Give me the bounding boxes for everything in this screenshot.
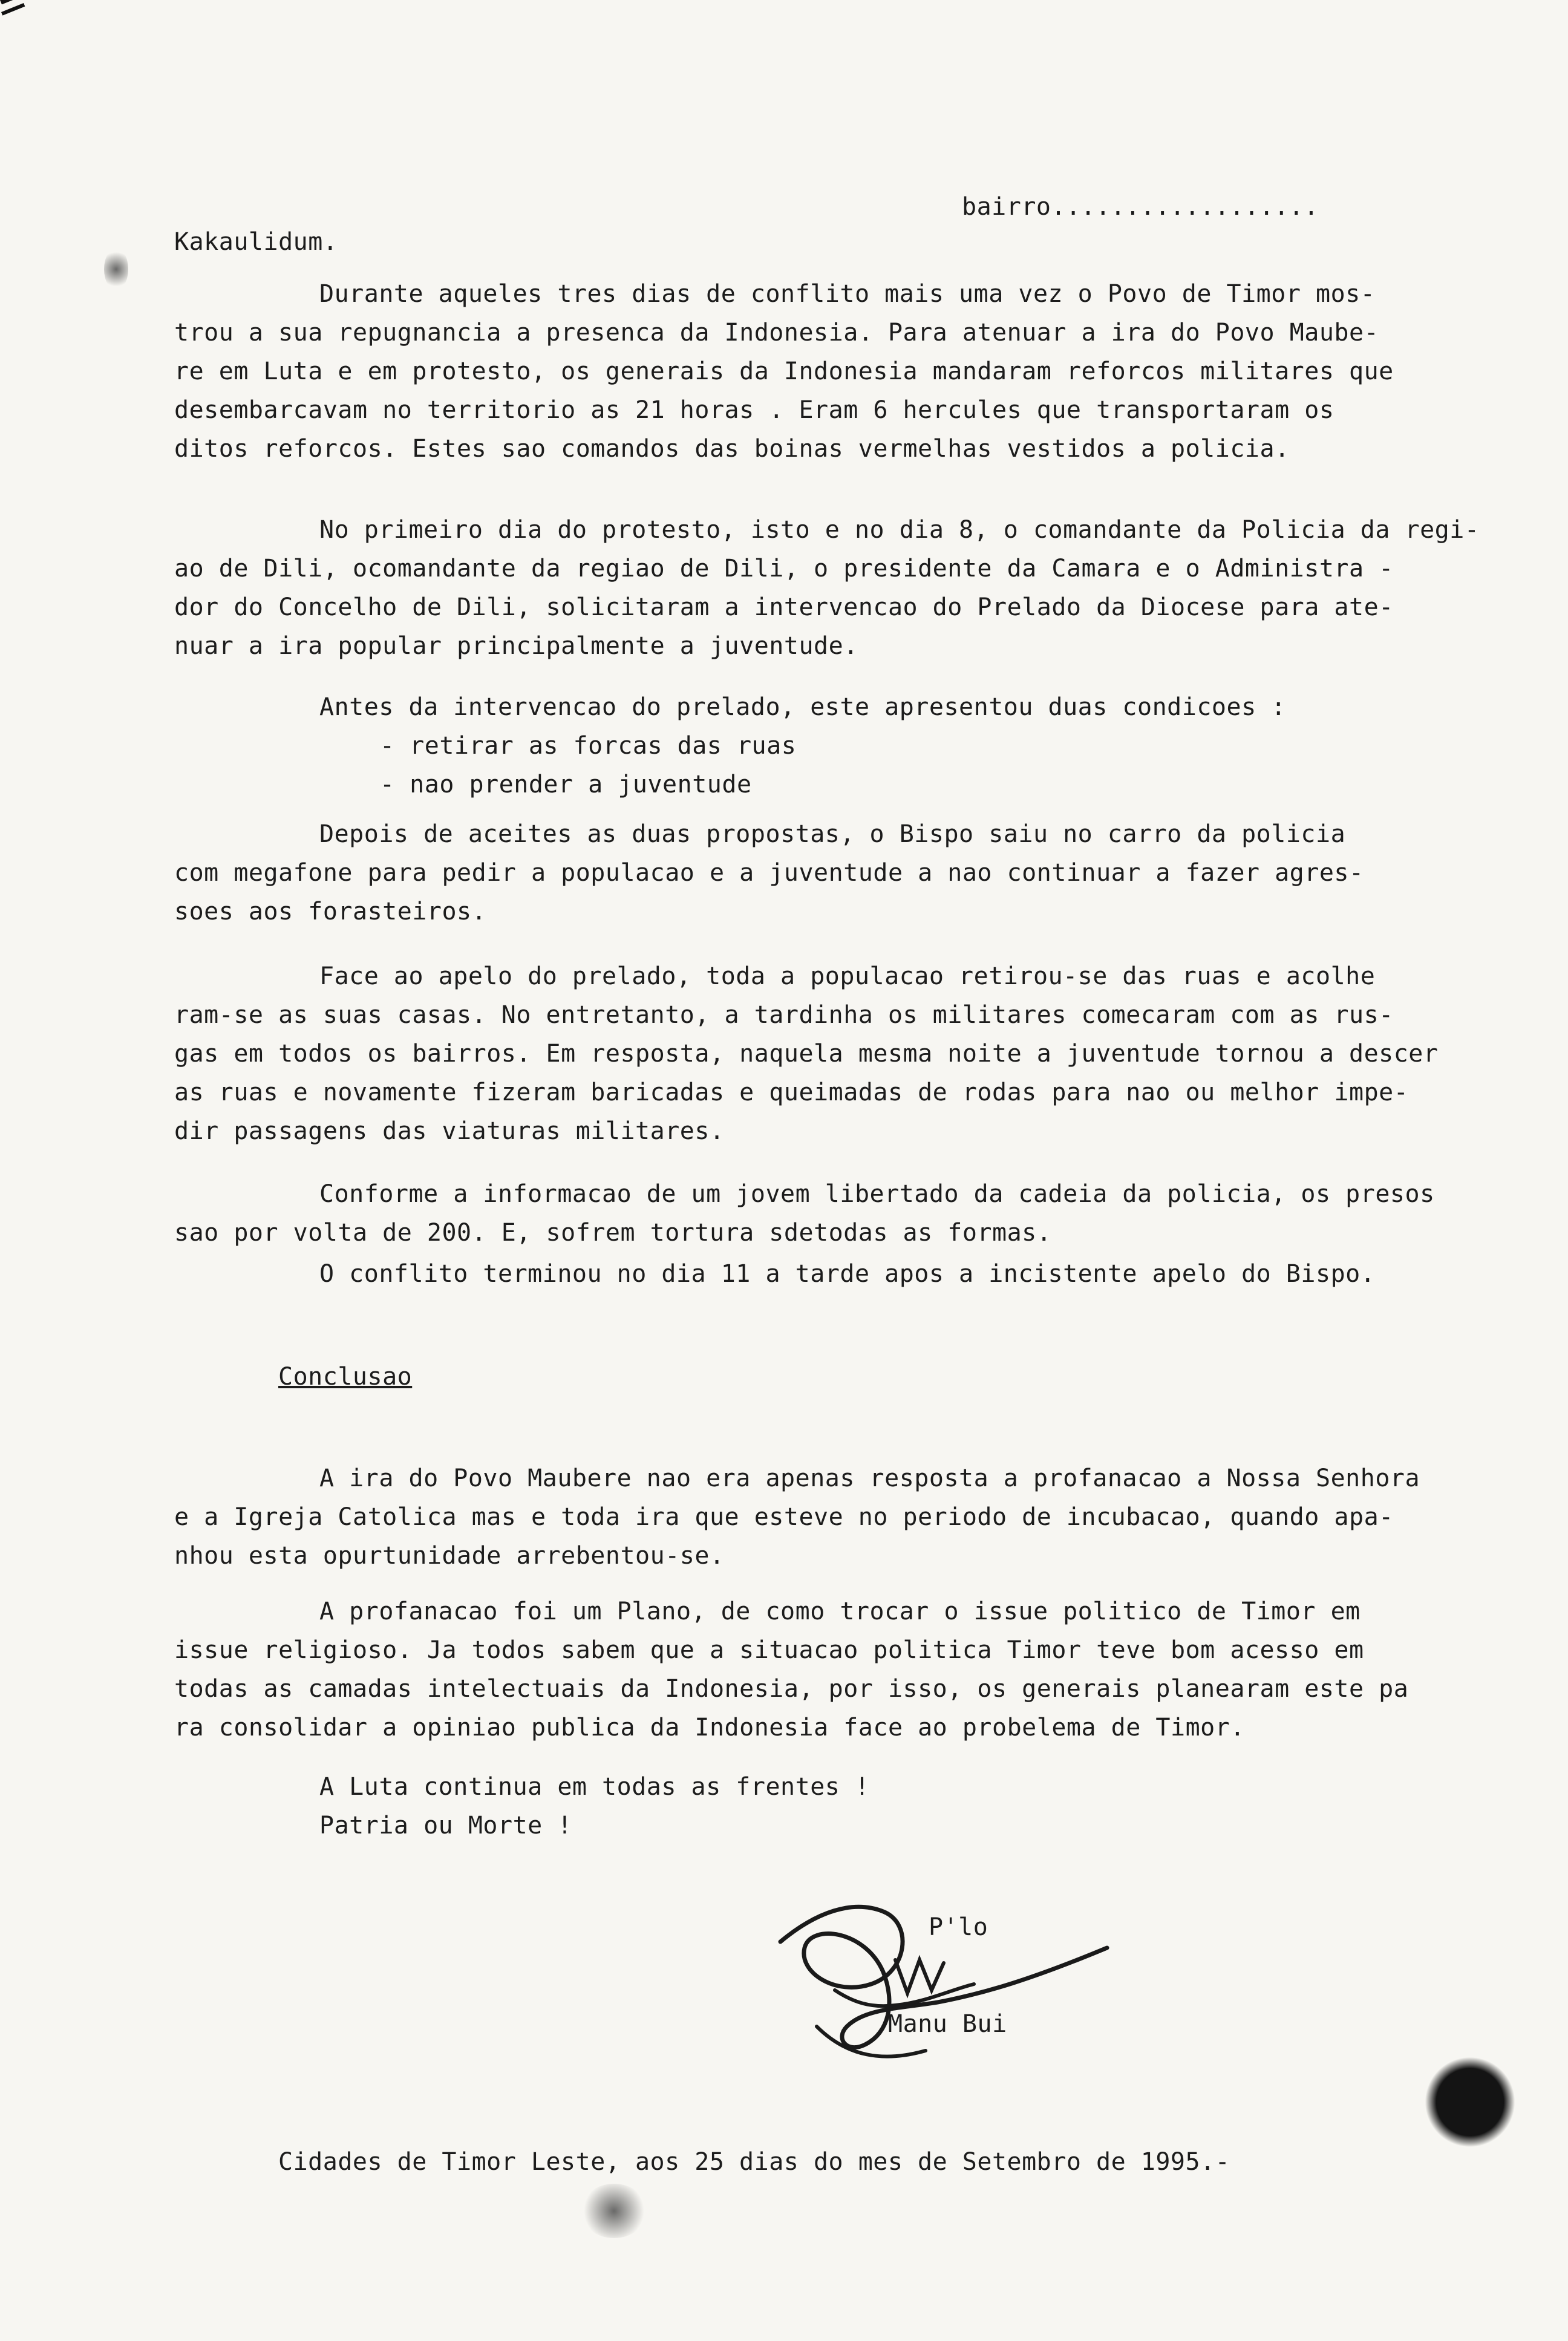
scan-corner-mark bbox=[1, 3, 25, 16]
paragraph-8 bbox=[174, 1464, 1420, 1580]
text-line: Face ao apelo do prelado, toda a populacao retirou-se das ruas e acolhe bbox=[319, 962, 1376, 990]
greeting: Kakaulidum. bbox=[174, 228, 338, 256]
paragraph-5 bbox=[174, 962, 1438, 1155]
text-line: nhou esta opurtunidade arrebentou-se. bbox=[174, 1542, 725, 1570]
section-heading: Conclusao bbox=[278, 1363, 413, 1391]
closing-line: Patria ou Morte ! bbox=[319, 1812, 572, 1840]
text-line: todas as camadas intelectuais da Indonesia, por isso, os generais planearam este pa bbox=[174, 1675, 1409, 1703]
ink-blot bbox=[1416, 2051, 1524, 2153]
text-line: dor do Concelho de Dili, solicitaram a intervencao do Prelado da Diocese para ate- bbox=[174, 593, 1394, 621]
text-line: issue religioso. Ja todos sabem que a situacao politica Timor teve bom acesso em bbox=[174, 1636, 1364, 1664]
date-line: Cidades de Timor Leste, aos 25 dias do mes de Setembro de 1995.- bbox=[278, 2148, 1230, 2176]
text-line: Durante aqueles tres dias de conflito mais uma vez o Povo de Timor mos- bbox=[319, 280, 1376, 308]
ink-blot bbox=[581, 2184, 647, 2238]
text-line: ditos reforcos. Estes sao comandos das boinas vermelhas vestidos a policia. bbox=[174, 435, 1290, 463]
closing-lines bbox=[174, 1772, 870, 1850]
paragraph-4 bbox=[174, 820, 1364, 936]
signature-name: Manu Bui bbox=[888, 2010, 1007, 2038]
text-line: Depois de aceites as duas propostas, o Bispo saiu no carro da policia bbox=[319, 820, 1346, 848]
paragraph-2 bbox=[174, 515, 1479, 670]
text-line: soes aos forasteiros. bbox=[174, 898, 487, 926]
text-line: re em Luta e em protesto, os generais da Indonesia mandaram reforcos militares que bbox=[174, 358, 1394, 385]
text-line: com megafone para pedir a populacao e a juventude a nao continuar a fazer agres- bbox=[174, 859, 1364, 887]
text-line: trou a sua repugnancia a presenca da Indonesia. Para atenuar a ira do Povo Maube- bbox=[174, 319, 1379, 347]
text-line: ao de Dili, ocomandante da regiao de Dili, o presidente da Camara e o Administra - bbox=[174, 555, 1394, 583]
ink-blot bbox=[104, 248, 128, 290]
paragraph-7 bbox=[174, 1259, 1375, 1298]
text-line: A profanacao foi um Plano, de como trocar o issue politico de Timor em bbox=[319, 1598, 1361, 1625]
paragraph-9 bbox=[174, 1597, 1408, 1752]
text-line: e a Igreja Catolica mas e toda ira que esteve no periodo de incubacao, quando apa- bbox=[174, 1503, 1394, 1531]
text-line: No primeiro dia do protesto, isto e no dia 8, o comandante da Policia da regi- bbox=[319, 516, 1480, 544]
list-item: - nao prender a juventude bbox=[380, 771, 752, 798]
paragraph-1 bbox=[174, 279, 1394, 473]
text-line: desembarcavam no territorio as 21 horas . Eram 6 hercules que transportaram os bbox=[174, 396, 1334, 424]
list-item: - retirar as forcas das ruas bbox=[380, 732, 797, 760]
text-line: sao por volta de 200. E, sofrem tortura sdetodas as formas. bbox=[174, 1219, 1052, 1247]
closing-line: A Luta continua em todas as frentes ! bbox=[319, 1773, 870, 1801]
text-line: A ira do Povo Maubere nao era apenas resposta a profanacao a Nossa Senhora bbox=[319, 1464, 1420, 1492]
text-line: Conforme a informacao de um jovem libertado da cadeia da policia, os presos bbox=[319, 1180, 1435, 1208]
text-line: ram-se as suas casas. No entretanto, a tardinha os militares comecaram com as rus- bbox=[174, 1001, 1394, 1029]
text-line: ra consolidar a opiniao publica da Indonesia face ao probelema de Timor. bbox=[174, 1714, 1245, 1742]
text-line: dir passagens das viaturas militares. bbox=[174, 1117, 725, 1145]
text-line: Antes da intervencao do prelado, este apresentou duas condicoes : bbox=[319, 693, 1286, 721]
signature-plo: P'lo bbox=[929, 1913, 988, 1941]
paragraph-6 bbox=[174, 1180, 1435, 1257]
paragraph-3 bbox=[174, 693, 1286, 809]
text-line: gas em todos os bairros. Em resposta, naquela mesma noite a juventude tornou a descer bbox=[174, 1040, 1439, 1068]
text-line: nuar a ira popular principalmente a juventude. bbox=[174, 632, 858, 660]
text-line: O conflito terminou no dia 11 a tarde apos a incistente apelo do Bispo. bbox=[319, 1260, 1376, 1288]
text-line: as ruas e novamente fizeram baricadas e queimadas de rodas para nao ou melhor impe- bbox=[174, 1079, 1409, 1106]
bairro-line: bairro.................. bbox=[962, 193, 1319, 221]
